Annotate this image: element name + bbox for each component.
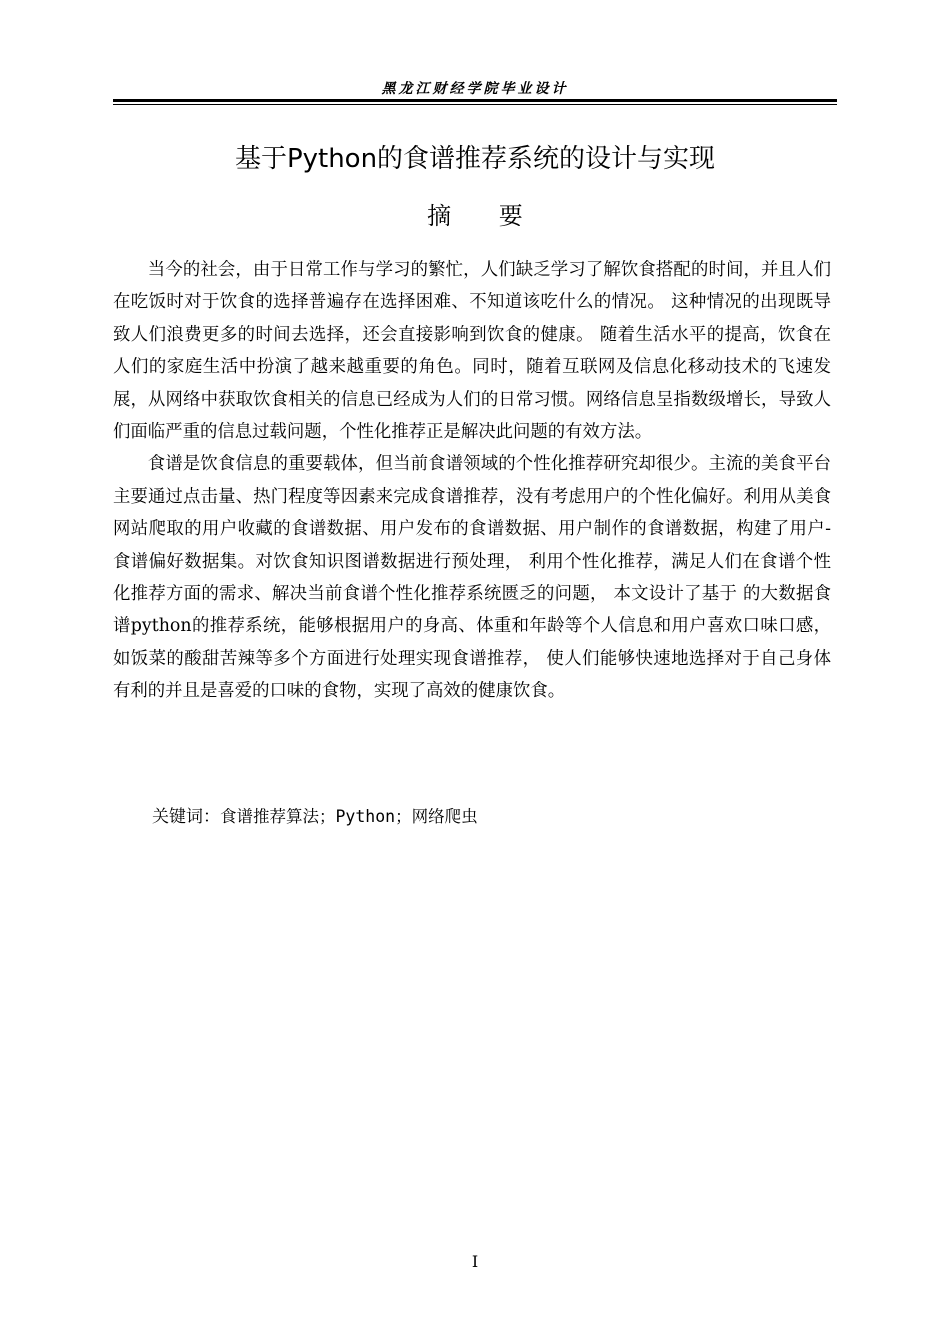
abstract-paragraph-2: 食谱是饮食信息的重要载体，但当前食谱领域的个性化推荐研究却很少。主流的美食平台主要通过点击量、热门程度等因素来完成食谱推荐，没有考虑用户的个性化偏好。利用从美食网站爬取的用户收藏的食谱数据、用户发布的食谱数据、用户制作的食谱数据，构建了用户-食谱偏好数据集。对饮食知识图谱数据进行预处理， 利用个性化推荐，满足人们在食谱个性化推荐方面的需求、解决当前食谱个性化推荐系统匮乏的问题， 本文设计了基于 的大数据食谱python的推荐系统，能够根据用户的身高、体重和年龄等个人信息和用户喜欢口味口感， 如饭菜的酸甜苦辣等多个方面进行处理实现食谱推荐， 使人们能够快速地选择对于自己身体有利的并且是喜爱的口味的食物，实现了高效的健康饮食。 xyxy=(113,454,831,702)
header-rule-thick xyxy=(113,99,837,102)
page-number: I xyxy=(471,1252,479,1271)
abstract-body xyxy=(113,254,831,708)
keywords-text: 食谱推荐算法；Python；网络爬虫 xyxy=(220,807,478,826)
keywords-label: 关键词： xyxy=(152,807,220,827)
abstract-paragraph-1: 当今的社会，由于日常工作与学习的繁忙，人们缺乏学习了解饮食搭配的时间，并且人们在吃饭时对于饮食的选择普遍存在选择困难、不知道该吃什么的情况。 这种情况的出现既导致人们浪费更多的时间去选择，还会直接影响到饮食的健康。 随着生活水平的提高，饮食在人们的家庭生活中扮演了越来越重要的角色。同时，随着互联网及信息化移动技术的飞速发展，从网络中获取饮食相关的信息已经成为人们的日常习惯。网络信息呈指数级增长，导致人们面临严重的信息过载问题，个性化推荐正是解决此问题的有效方法。 xyxy=(113,260,831,443)
keywords-line xyxy=(152,802,478,827)
abstract-heading: 摘 要 xyxy=(427,202,523,230)
document-title: 基于Python的食谱推荐系统的设计与实现 xyxy=(234,144,716,174)
header-text: 黑龙江财经学院毕业设计 xyxy=(381,81,569,97)
header-rule-thin xyxy=(113,104,837,105)
